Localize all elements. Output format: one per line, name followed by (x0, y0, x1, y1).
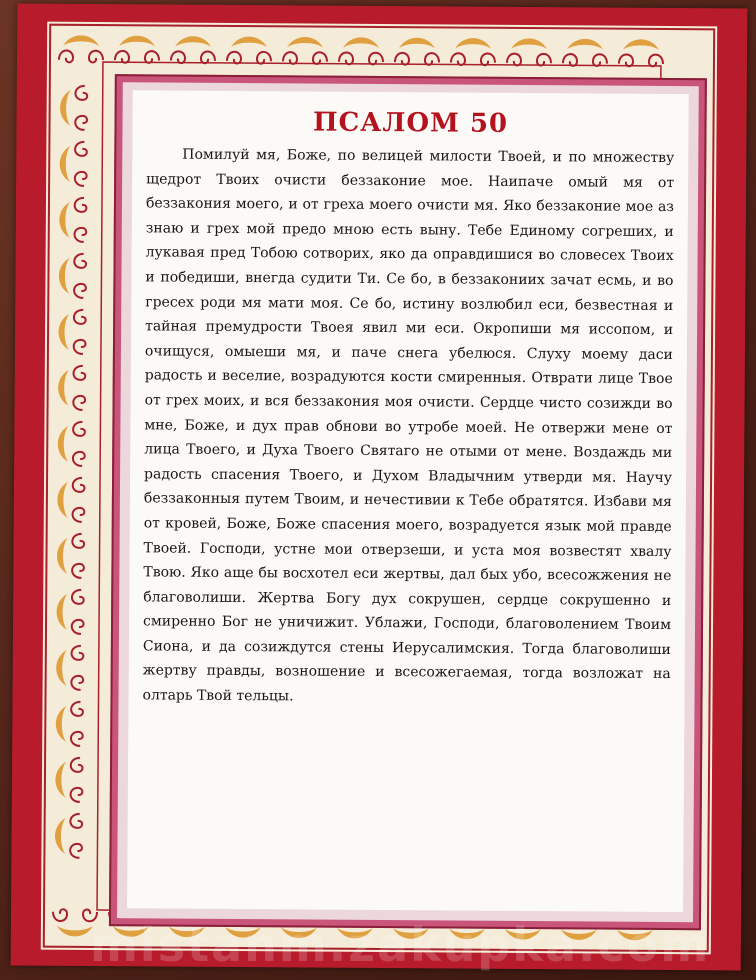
scroll-motif (227, 36, 271, 63)
ornament-stroke (231, 36, 267, 47)
ornament-stroke (481, 53, 495, 65)
scroll-motif (57, 478, 84, 522)
scroll-motif (451, 38, 495, 65)
ornamental-border (41, 22, 717, 955)
scroll-motif (58, 366, 85, 410)
ornament-stroke (56, 594, 67, 630)
psalm-text: Помилуй мя, Боже, по велицей милости Твоей, и по множеству щедрот Твоих очисти беззаконие мое. Наипаче омый мя от беззакония моего, и от греха моего очисти мя. Яко беззаконие мое аз знаю и грех мой предо мною есть выну. Тебе Единому согреших, и лукавая пред Тобою сотворих, яко да оправдишися во словесех Твоих и победиши, внегда судити Ти. Се бо, в беззакониих зачат есмь, и во гресех роди мя мати моя. Се бо, истину возлюбил еси, безвестная и тайная премудрости Твоея явил ми еси. Окропиши мя иссопом, и очищуся, омыеши мя, и паче снега убелюся. Слуху моему даси радость и веселие, возрадуются кости смиренныя. Отврати лице Твое от грех моих, и вся беззакония моя очисти. Сердце чисто созижди во мне, Боже, и дух прав обнови во утробе моей. Не отвержи мене от лица Твоего, и Духа Твоего Святаго не отыми от мене. Воздаждь ми радость спасения Твоего, и Духом Владычним утверди мя. Научу беззаконныя путем Твоим, и нечестивии к Тебе обратятся. Избави мя от кровей, Боже, Боже спасения моего, возрадуется язык мой правде Твоей. Господи, устне мои отверзеши, и уста моя возвестят хвалу Твою. Яко аще бы восхотел еси жертвы, дал бых убо, всесожжения не благоволиши. Жертва Богу дух сокрушен, сердце сокрушенно и смиренно Бог не уничижит. Ублажи, Господи, благоволением Твоим Сиона, и да созиждутся стены Иерусалимския. Тогда благоволиши жертву правды, возношение и всесожегаемая, тогда возложат на олтарь Твой тельцы. (142, 146, 675, 705)
scroll-motif (56, 646, 83, 690)
ornament-stroke (567, 39, 603, 50)
ornament-stroke (71, 676, 83, 690)
text-panel (127, 90, 689, 912)
ornament-stroke (71, 702, 83, 716)
ornament-stroke (71, 788, 83, 802)
ornament-stroke (72, 564, 84, 578)
ornament-stroke (623, 39, 659, 50)
ornament-stroke (201, 51, 215, 63)
ornament-stroke (58, 314, 69, 350)
ornament-stroke (70, 814, 82, 828)
ornament-stroke (227, 52, 241, 64)
text-frame (109, 74, 707, 930)
ornament-stroke (74, 284, 86, 298)
ornament-stroke (72, 620, 84, 634)
ornament-stroke (507, 54, 521, 66)
ornament-stroke (72, 534, 84, 548)
ornament-stroke (283, 52, 297, 64)
ornament-stroke (72, 508, 84, 522)
ornament-stroke (257, 52, 271, 64)
scroll-motif (59, 198, 86, 242)
ornament-stroke (60, 90, 71, 126)
ornament-stroke (73, 422, 85, 436)
ornament-stroke (451, 53, 465, 65)
scroll-motif (59, 35, 103, 62)
ornament-stroke (171, 51, 185, 63)
ornament-stroke (455, 38, 491, 49)
scroll-motif (339, 37, 383, 64)
scroll-motif (56, 590, 83, 634)
ornament-stroke (56, 650, 67, 686)
scroll-motif (283, 37, 327, 64)
ornament-stroke (57, 538, 68, 574)
ornament-stroke (63, 35, 99, 46)
ornament-stroke (563, 54, 577, 66)
ornament-stroke (71, 758, 83, 772)
ornament-stroke (369, 53, 383, 65)
scroll-motif (58, 422, 85, 466)
scroll-motif (55, 758, 82, 802)
scroll-motif (507, 38, 551, 65)
ornament-stroke (313, 52, 327, 64)
ornament-stroke (75, 86, 87, 100)
ornament-stroke (75, 198, 87, 212)
ornament-stroke (649, 55, 663, 67)
scroll-motif (619, 39, 663, 66)
scroll-motif (59, 254, 86, 298)
text-frame-inner (117, 82, 699, 922)
ornament-stroke (89, 51, 103, 63)
scroll-motif (395, 38, 439, 65)
scroll-motif (60, 142, 87, 186)
ornament-stroke (72, 646, 84, 660)
ornament-stroke (58, 370, 69, 406)
ornament-stroke (74, 340, 86, 354)
ornament-stroke (343, 37, 379, 48)
ornament-stroke (57, 926, 93, 937)
ornament-stroke (75, 116, 87, 130)
ornament-stroke (59, 50, 73, 62)
ornament-stroke (56, 706, 67, 742)
ornament-stroke (53, 909, 67, 921)
ornament-stroke (59, 258, 70, 294)
ornament-stroke (55, 818, 66, 854)
ornament-stroke (75, 142, 87, 156)
card-title: ПСАЛОМ 50 (312, 107, 509, 139)
scroll-motif (60, 86, 87, 130)
ornament-stroke (593, 54, 607, 66)
ornament-stroke (58, 426, 69, 462)
ornament-stroke (73, 366, 85, 380)
ornament-stroke (619, 54, 633, 66)
ornament-stroke (73, 478, 85, 492)
ornament-stroke (145, 51, 159, 63)
ornament-stroke (119, 36, 155, 47)
ornament-stroke (395, 53, 409, 65)
ornament-stroke (537, 54, 551, 66)
ornament-stroke (75, 172, 87, 186)
ornament-stroke (511, 38, 547, 49)
ornament-stroke (175, 36, 211, 47)
ornament-stroke (74, 228, 86, 242)
watermark: mistanm.zakupka.com (90, 918, 711, 972)
ornament-stroke (339, 52, 353, 64)
ornament-stroke (73, 396, 85, 410)
ornament-stroke (73, 452, 85, 466)
ornament-stroke (57, 482, 68, 518)
ornament-stroke (72, 590, 84, 604)
scroll-motif (563, 39, 607, 66)
scroll-motif (115, 36, 159, 63)
scroll-motif (56, 702, 83, 746)
scroll-motif (171, 36, 215, 63)
prayer-card (11, 3, 748, 970)
ornament-stroke (287, 37, 323, 48)
ornament-stroke (55, 762, 66, 798)
scroll-motif (58, 310, 85, 354)
ornament-stroke (71, 732, 83, 746)
ornament-stroke (115, 51, 129, 63)
scroll-motif (55, 814, 82, 858)
ornament-stroke (74, 254, 86, 268)
scroll-motif (57, 534, 84, 578)
ornament-stroke (60, 146, 71, 182)
ornament-stroke (70, 844, 82, 858)
ornament-stroke (74, 310, 86, 324)
ornament-stroke (399, 38, 435, 49)
ornament-stroke (59, 202, 70, 238)
ornament-stroke (425, 53, 439, 65)
